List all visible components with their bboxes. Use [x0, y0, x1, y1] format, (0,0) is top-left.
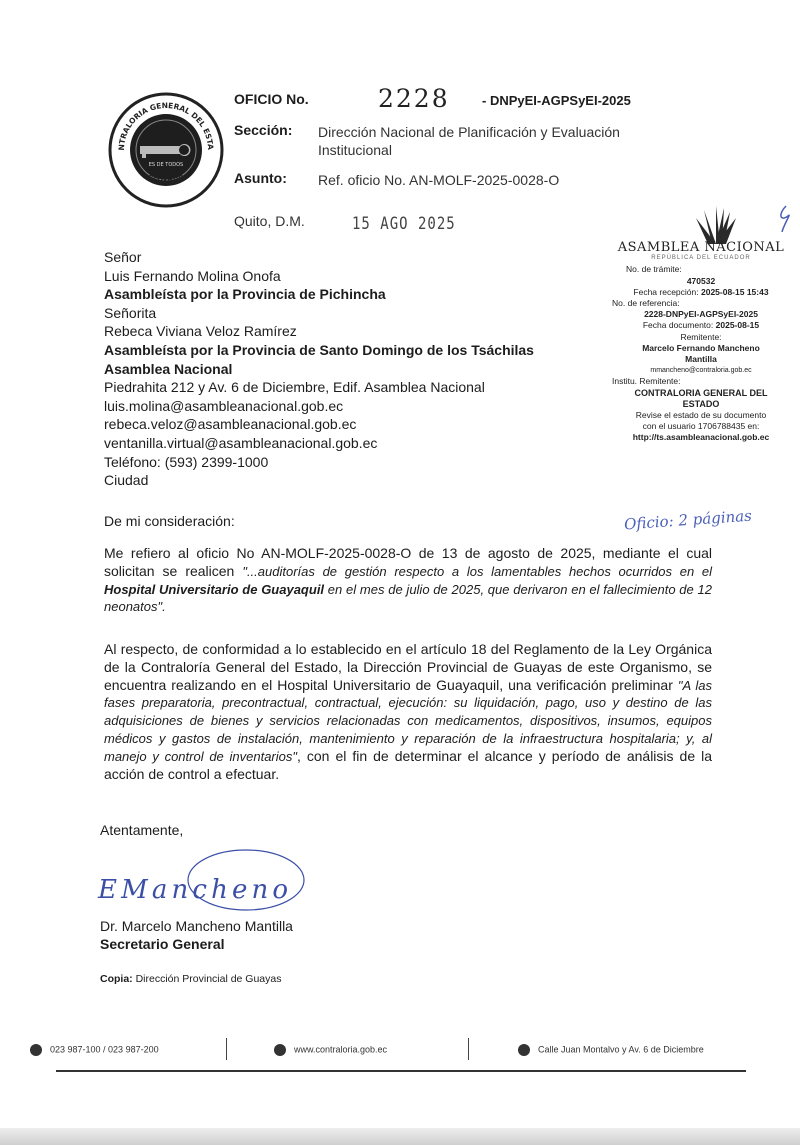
seccion-label: Sección:: [234, 122, 293, 138]
copy-value: Dirección Provincial de Guayas: [135, 973, 282, 985]
footer-phone: [30, 1044, 159, 1056]
place: Quito, D.M.: [234, 213, 305, 229]
oficio-suffix: - DNPyEI-AGPSyEI-2025: [482, 93, 631, 108]
p1-quote-1: "...auditorías de gestión respecto a los lamentables hechos ocurridos en el: [242, 563, 713, 579]
stamp-tramite-value: 470532: [686, 275, 716, 286]
recipient-line-8: Piedrahita 212 y Av. 6 de Diciembre, Edif. Asamblea Nacional: [104, 379, 485, 396]
stamp-institucion-1: CONTRALORIA GENERAL DEL: [634, 387, 768, 398]
stamp-url[interactable]: http://ts.asambleanacional.gob.ec: [632, 432, 770, 443]
recipient-line-6: Asambleísta por la Provincia de Santo Domingo de los Tsáchilas: [104, 341, 534, 358]
asunto-value: Ref. oficio No. AN-MOLF-2025-0028-O: [318, 172, 560, 188]
scan-edge: [0, 1128, 800, 1145]
oficio-number: 2228: [378, 84, 450, 113]
stamp-remitente-name-1: Marcelo Fernando Mancheno: [642, 342, 760, 353]
stamp-handwritten-note: Oficio: 2 páginas: [623, 506, 753, 534]
phone-icon: [30, 1044, 42, 1056]
svg-text:CONTRALORIA GENERAL DEL ESTADO: NTRALORIA GENERAL DEL ESTA: [116, 100, 216, 151]
p2-text-end: , con el fin de determinar el alcance y período de análisis de la acción de control a efectuar.: [104, 747, 712, 782]
svg-text:ECUADOR: ECUADOR: [145, 172, 187, 187]
globe-icon: [274, 1044, 286, 1056]
paragraph-1: [104, 545, 712, 616]
recipient-email-1[interactable]: luis.molina@asambleanacional.gob.ec: [104, 397, 344, 414]
greeting: De mi consideración:: [104, 513, 235, 529]
recipient-email-3[interactable]: ventanilla.virtual@asambleanacional.gob.ec: [104, 434, 378, 451]
seccion-value-2: Institucional: [318, 142, 392, 158]
recipient-phone: Teléfono: (593) 2399-1000: [104, 453, 269, 470]
recipient-line-3: Asambleísta por la Provincia de Pichincha: [104, 286, 386, 303]
signature-handwriting: EMancheno: [98, 875, 288, 905]
footer-divider-2: [468, 1038, 469, 1060]
footer-web[interactable]: [274, 1044, 387, 1056]
seccion-value-1: Dirección Nacional de Planificación y Evaluación: [318, 124, 620, 140]
stamp-institucion-2: ESTADO: [682, 398, 720, 409]
svg-text:ES DE TODOS: ES DE TODOS: [148, 162, 184, 168]
footer-address: [518, 1044, 704, 1056]
stamp-fecha-recepcion-label: Fecha recepción:: [633, 286, 699, 297]
recipient-line-2: Luis Fernando Molina Onofa: [104, 267, 281, 284]
closing: Atentamente,: [100, 822, 184, 838]
copy-line: [100, 973, 282, 985]
stamp-fecha-doc-value: 2025-08-15: [715, 320, 760, 331]
contraloria-seal: [108, 92, 224, 208]
stamp-fecha-doc-label: Fecha documento:: [642, 320, 714, 331]
p1-text: Me refiero al oficio No AN-MOLF-2025-0028-O de 13 de agosto de 2025, mediante el cual solicitan se realicen: [104, 545, 712, 579]
footer-phone-text: 023 987-100 / 023 987-200: [50, 1044, 159, 1055]
p1-quote-hospital: Hospital Universitario de Guayaquil: [104, 581, 325, 597]
signature-scribble: [96, 846, 310, 916]
p1-quote-2: en el mes de julio de 2025, que derivaron en el fallecimiento de 12 neonatos".: [104, 581, 712, 615]
p2-quote: "A las fases preparatoria, precontractual, contractual, ejecución: su liquidación, pago, uso y destino de las adquisiciones de bienes y servicios relacionadas con medicamentos, dispositivos, insumos, equipos médicos y gastos de instalación, mantenimiento y reparación de la infraestructura hospitalaria; y, al manejo y control de inventarios": [104, 677, 712, 764]
footer-rule: [56, 1070, 746, 1072]
date-stamp: 15 AGO 2025: [352, 214, 456, 234]
location-pin-icon: [518, 1044, 530, 1056]
recipients-block: [104, 248, 564, 490]
recipient-line-7: Asamblea Nacional: [104, 360, 233, 377]
footer-web-text[interactable]: www.contraloria.gob.ec: [294, 1044, 388, 1055]
stamp-referencia-value: 2228-DNPyEI-AGPSyEI-2025: [644, 309, 758, 320]
stamp-revise-1: Revise el estado de su documento: [635, 410, 767, 421]
stamp-remitente-email: mmancheno@contraloria.gob.ec: [650, 367, 752, 375]
recipient-line-1: Señor: [104, 249, 142, 265]
signer-title: Secretario General: [100, 936, 225, 952]
stamp-org: ASAMBLEA NACIONAL: [617, 240, 785, 255]
reception-stamp: [606, 204, 796, 444]
stamp-institucion-label: Institu. Remitente:: [612, 376, 681, 387]
stamp-referencia-label: No. de referencia:: [612, 298, 680, 309]
footer-divider-1: [226, 1038, 227, 1060]
recipient-line-5: Rebeca Viviana Veloz Ramírez: [104, 323, 297, 340]
oficio-label: OFICIO No.: [234, 91, 309, 107]
stamp-revise-2: con el usuario 1706788435 en:: [642, 421, 760, 432]
stamp-remitente-label: Remitente:: [680, 331, 722, 342]
recipient-line-4: Señorita: [104, 304, 157, 321]
copy-label: Copia:: [100, 973, 133, 985]
paragraph-2: [104, 641, 712, 783]
p2-text: Al respecto, de conformidad a lo establecido en el artículo 18 del Reglamento de la Ley Orgánica de la Contraloría General del Estado, la Dirección Provincial de Guayas de este Organismo, se encuentra realizando en el Hospital Universitario de Guayaquil, una verificación preliminar: [104, 641, 712, 693]
signer-name: Dr. Marcelo Mancheno Mantilla: [100, 918, 293, 934]
recipient-email-2[interactable]: rebeca.veloz@asambleanacional.gob.ec: [104, 416, 357, 433]
stamp-tramite-label: No. de trámite:: [626, 264, 682, 275]
stamp-fecha-recepcion-value: 2025-08-15 15:43: [700, 286, 769, 297]
asunto-label: Asunto:: [234, 170, 287, 186]
stamp-remitente-name-2: Mantilla: [685, 354, 717, 365]
footer-address-text: Calle Juan Montalvo y Av. 6 de Diciembre: [538, 1044, 704, 1055]
stamp-org-sub: REPÚBLICA DEL ECUADOR: [651, 255, 751, 262]
recipient-city: Ciudad: [104, 472, 149, 489]
